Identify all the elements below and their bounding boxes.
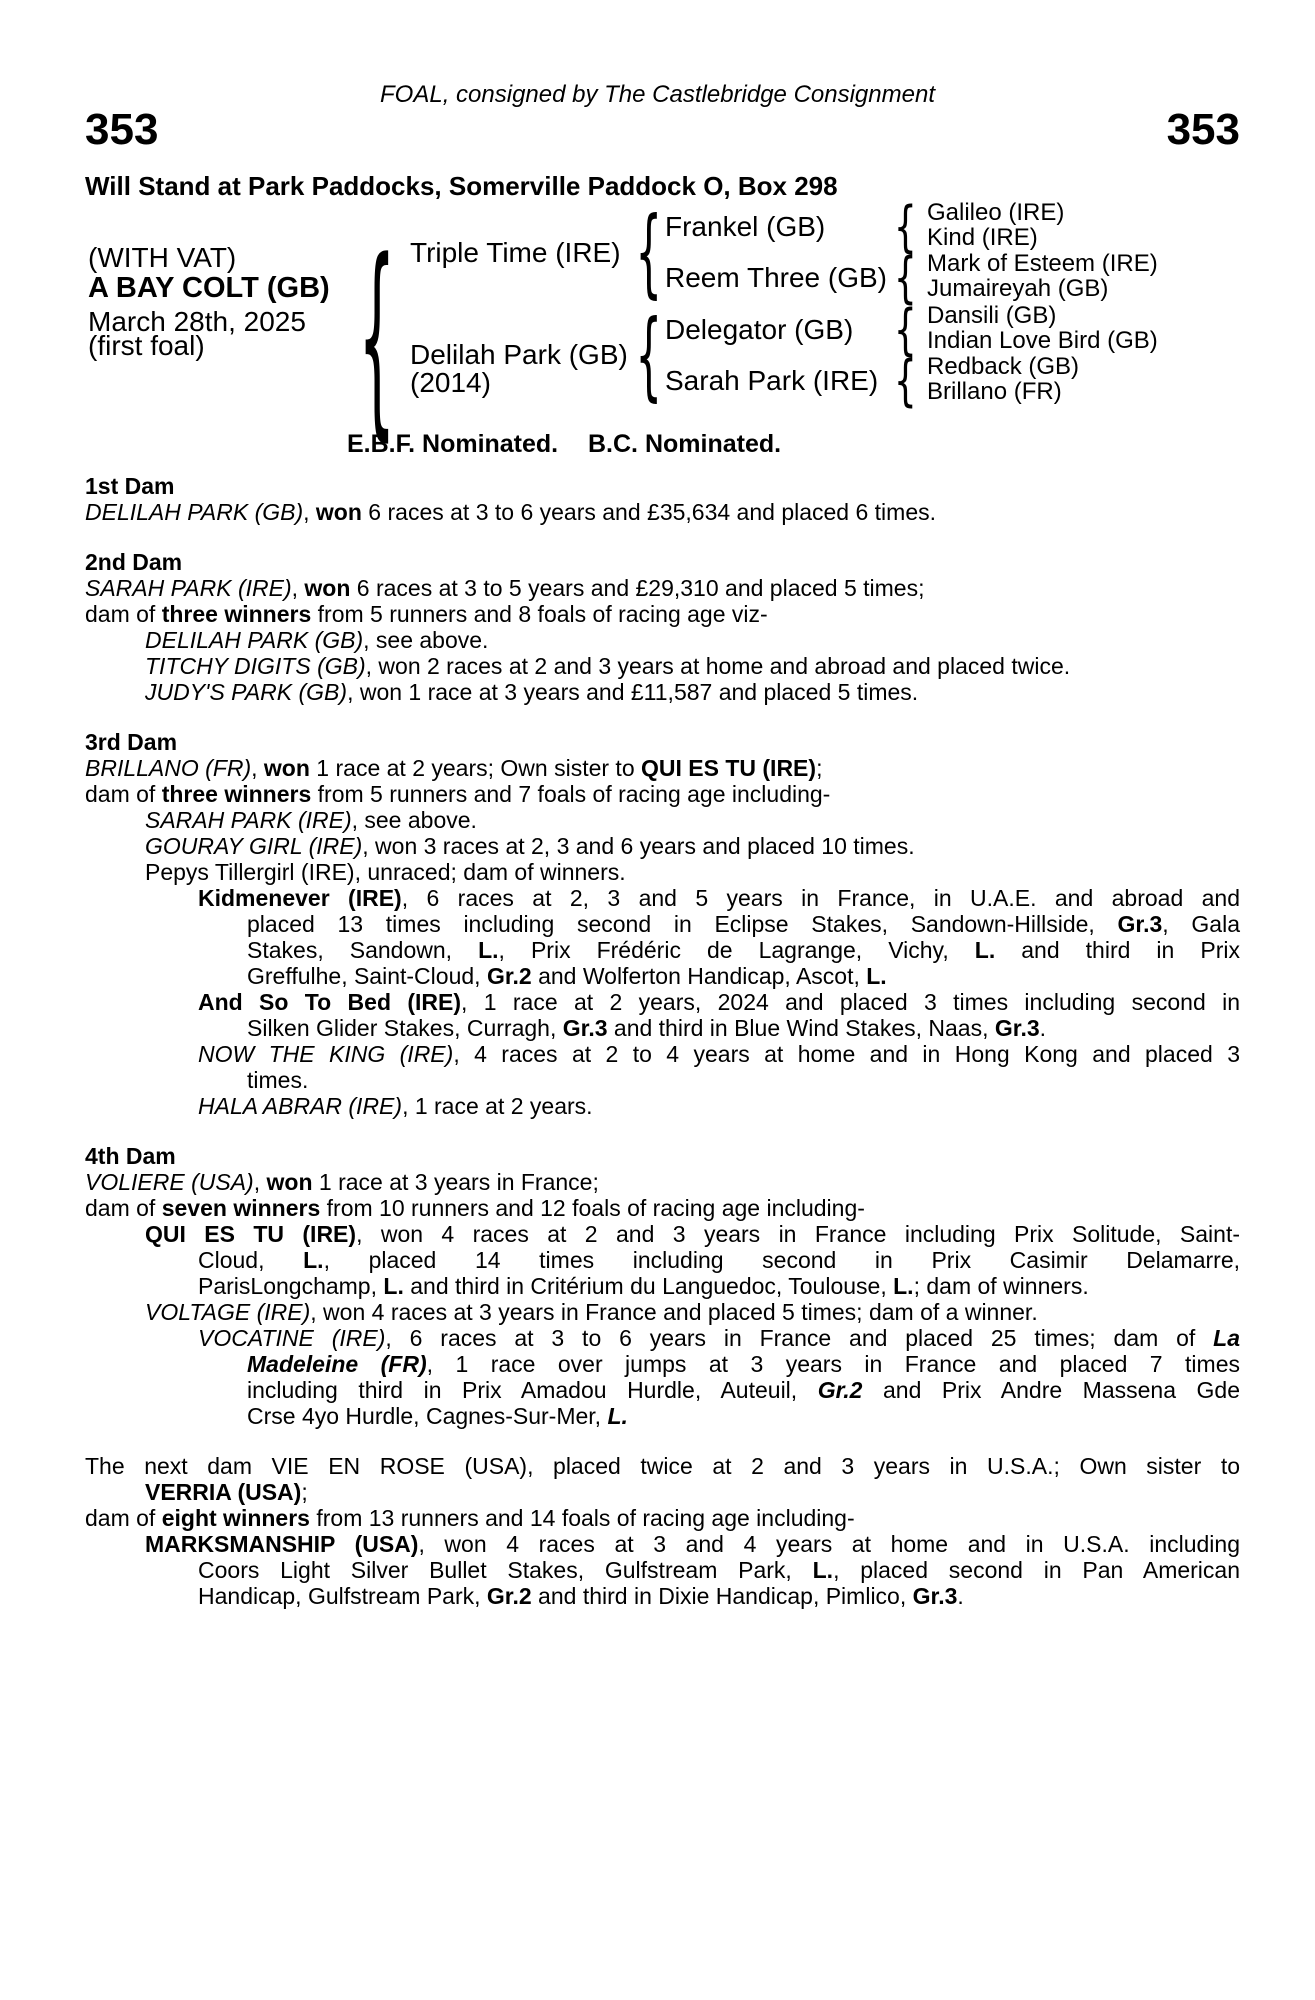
text-segment: ; — [301, 1479, 308, 1505]
grandparent-name-4: Jumaireyah (GB) — [927, 275, 1109, 302]
text-segment: 6 races at 3 to 5 years and £29,310 and placed 5 times; — [350, 575, 925, 601]
text-segment: 1 race at 2 years; Own sister to — [309, 755, 641, 781]
text-segment: won — [315, 499, 362, 525]
text-segment: Gr.2 — [817, 1377, 863, 1403]
consignment-header: FOAL, consigned by The Castlebridge Consignment — [380, 81, 935, 108]
text-segment: won — [266, 1169, 313, 1195]
text-segment: DELILAH PARK (GB) — [145, 627, 364, 653]
catalog-text-line — [85, 1299, 1240, 1325]
text-segment: , won 3 races at 2, 3 and 6 years and placed 10 times. — [362, 833, 915, 859]
catalog-text-line — [85, 1479, 1240, 1505]
text-segment: L. — [303, 1247, 324, 1273]
dam-sire-name: Delegator (GB) — [665, 314, 854, 345]
text-segment: from 10 runners and 12 foals of racing age including- — [320, 1195, 865, 1221]
catalog-text-line — [85, 1453, 1240, 1479]
catalog-text-line — [85, 1377, 1240, 1403]
catalog-text-line — [85, 1273, 1240, 1299]
pedigree-brace: { — [893, 194, 917, 260]
pedigree-brace: { — [635, 298, 663, 412]
text-segment: , won 1 race at 3 years and £11,587 and placed 5 times. — [347, 679, 919, 705]
text-segment: ParisLongchamp, — [198, 1273, 384, 1299]
grandparent-name-1: Galileo (IRE) — [927, 199, 1065, 226]
text-segment: , — [251, 755, 264, 781]
text-segment: GOURAY GIRL (IRE) — [145, 833, 363, 859]
section-heading: 4th Dam — [85, 1143, 176, 1169]
sire-sire-name: Frankel (GB) — [665, 211, 826, 242]
text-segment: dam of — [85, 781, 162, 807]
first-foal-note: (first foal) — [88, 330, 205, 361]
text-segment: NOW THE KING (IRE) — [198, 1041, 454, 1067]
foaling-date: March 28th, 2025 — [88, 306, 306, 337]
horse-name: A BAY COLT (GB) — [88, 272, 330, 304]
catalog-text-line — [85, 499, 1240, 525]
sire-dam-name: Reem Three (GB) — [665, 262, 887, 293]
text-segment: Coors Light Silver Bullet Stakes, Gulfstream Park, — [198, 1557, 813, 1583]
text-segment: , 4 races at 2 to 4 years at home and in Hong Kong and placed 3 — [453, 1041, 1240, 1067]
catalog-text-line — [85, 1247, 1240, 1273]
pedigree-brace: { — [893, 348, 917, 414]
text-segment: , 1 race at 2 years, 2024 and placed 3 times including second in — [461, 989, 1240, 1015]
text-segment: . — [957, 1583, 964, 1609]
text-segment: Crse 4yo Hurdle, Cagnes-Sur-Mer, — [247, 1403, 608, 1429]
catalog-text-line — [85, 1505, 1240, 1531]
text-segment: from 13 runners and 14 foals of racing age including- — [309, 1505, 855, 1531]
catalog-text-line — [85, 937, 1240, 963]
dam-year: (2014) — [410, 367, 491, 398]
catalog-text-line — [85, 679, 1240, 705]
text-segment: , — [303, 499, 316, 525]
text-segment: 6 races at 3 to 6 years and £35,634 and placed 6 times. — [361, 499, 937, 525]
text-segment: L. — [974, 937, 996, 963]
catalog-text-line — [85, 885, 1240, 911]
dam-section — [85, 729, 1240, 1119]
text-segment: The next dam VIE EN ROSE (USA), placed twice at 2 and 3 years in U.S.A.; Own sister to — [85, 1453, 1240, 1479]
text-segment: , 1 race at 2 years. — [402, 1093, 593, 1119]
dam-section — [85, 1143, 1240, 1429]
catalog-text-line — [85, 833, 1240, 859]
text-segment: dam of — [85, 1505, 162, 1531]
text-segment: and Prix Andre Massena Gde — [862, 1377, 1241, 1403]
text-segment: BRILLANO (FR) — [85, 755, 252, 781]
text-segment: Cloud, — [198, 1247, 304, 1273]
text-segment: La — [1213, 1325, 1240, 1351]
text-segment: Silken Glider Stakes, Curragh, — [247, 1015, 563, 1041]
dam-section — [85, 473, 1240, 525]
text-segment: , — [253, 1169, 267, 1195]
text-segment: , won 4 races at 3 years in France and placed 5 times; dam of a winner. — [310, 1299, 1038, 1325]
dam-section — [85, 549, 1240, 705]
catalog-text-line — [85, 1093, 1240, 1119]
text-segment: times. — [247, 1067, 309, 1093]
vat-note: (WITH VAT) — [88, 242, 237, 273]
catalog-text-line — [85, 755, 1240, 781]
catalog-text-line — [85, 1067, 1240, 1093]
text-segment: Gr.3 — [1117, 911, 1163, 937]
stand-location-heading: Will Stand at Park Paddocks, Somerville Paddock O, Box 298 — [85, 171, 838, 201]
text-segment: dam of — [85, 1195, 162, 1221]
grandparent-name-6: Indian Love Bird (GB) — [927, 327, 1158, 354]
catalog-text-line — [85, 807, 1240, 833]
text-segment: VOLTAGE (IRE) — [145, 1299, 311, 1325]
text-segment: Pepys Tillergirl (IRE), unraced; dam of winners. — [145, 859, 626, 885]
text-segment: 1 race at 3 years in France; — [312, 1169, 599, 1195]
catalog-text-line — [85, 575, 1240, 601]
catalog-text-line — [85, 1325, 1240, 1351]
catalog-text-line — [85, 963, 1240, 989]
text-segment: , won 2 races at 2 and 3 years at home and abroad and placed twice. — [365, 653, 1071, 679]
text-segment: JUDY'S PARK (GB) — [145, 679, 348, 705]
text-segment: , 1 race over jumps at 3 years in France and placed 7 times — [426, 1351, 1240, 1377]
text-segment: Gr.2 — [486, 1583, 532, 1609]
text-segment: won — [304, 575, 351, 601]
text-segment: dam of — [85, 601, 162, 627]
catalog-text-line — [85, 1403, 1240, 1429]
text-segment: and third in Critérium du Languedoc, Toulouse, — [403, 1273, 894, 1299]
text-segment: Greffulhe, Saint-Cloud, — [247, 963, 487, 989]
grandparent-name-3: Mark of Esteem (IRE) — [927, 250, 1158, 277]
text-segment: TITCHY DIGITS (GB) — [145, 653, 366, 679]
text-segment: from 5 runners and 8 foals of racing age viz- — [311, 601, 768, 627]
text-segment: three winners — [161, 601, 312, 627]
text-segment: , Gala — [1162, 911, 1240, 937]
text-segment: VERRIA (USA) — [145, 1479, 302, 1505]
text-segment: MARKSMANSHIP (USA) — [145, 1531, 419, 1557]
text-segment: Gr.3 — [994, 1015, 1040, 1041]
text-segment: and third in Blue Wind Stakes, Naas, — [607, 1015, 995, 1041]
text-segment: three winners — [161, 781, 312, 807]
text-segment: SARAH PARK (IRE) — [145, 807, 352, 833]
text-segment: won — [263, 755, 310, 781]
text-segment: , 6 races at 3 to 6 years in France and placed 25 times; dam of — [385, 1325, 1214, 1351]
text-segment: including third in Prix Amadou Hurdle, Auteuil, — [247, 1377, 818, 1403]
text-segment: Handicap, Gulfstream Park, — [198, 1583, 487, 1609]
text-segment: placed 13 times including second in Eclipse Stakes, Sandown-Hillside, — [247, 911, 1118, 937]
lot-number-right: 353 — [1166, 105, 1240, 154]
text-segment: seven winners — [161, 1195, 321, 1221]
catalog-text-line — [85, 1351, 1240, 1377]
catalog-text-line — [85, 1041, 1240, 1067]
pedigree-table — [85, 194, 1240, 460]
text-segment: from 5 runners and 7 foals of racing age including- — [311, 781, 831, 807]
catalog-text-line — [85, 1195, 1240, 1221]
text-segment: Gr.3 — [562, 1015, 608, 1041]
text-segment: , 6 races at 2, 3 and 5 years in France, in U.A.E. and abroad and — [401, 885, 1240, 911]
pedigree-brace: { — [358, 215, 396, 459]
text-segment: L. — [893, 1273, 914, 1299]
bc-nomination: B.C. Nominated. — [588, 430, 782, 458]
text-segment: Kidmenever (IRE) — [198, 885, 402, 911]
catalog-text-line — [85, 1169, 1240, 1195]
catalog-text-line — [85, 627, 1240, 653]
text-segment: Madeleine (FR) — [247, 1351, 427, 1377]
text-segment: L. — [866, 963, 887, 989]
lot-number-row — [85, 105, 1240, 154]
nominations-row — [85, 430, 1240, 458]
text-segment: QUI ES TU (IRE) — [145, 1221, 357, 1247]
catalog-text-line — [85, 653, 1240, 679]
text-segment: L. — [607, 1403, 628, 1429]
text-segment: , see above. — [351, 807, 477, 833]
grandparent-name-7: Redback (GB) — [927, 353, 1080, 380]
text-segment: Stakes, Sandown, — [247, 937, 479, 963]
text-segment: L. — [383, 1273, 404, 1299]
catalog-text-line — [85, 1557, 1240, 1583]
text-segment: and Wolferton Handicap, Ascot, — [531, 963, 867, 989]
section-heading: 3rd Dam — [85, 729, 178, 755]
text-segment: SARAH PARK (IRE) — [85, 575, 292, 601]
text-segment: ; dam of winners. — [913, 1273, 1089, 1299]
dam-dam-name: Sarah Park (IRE) — [665, 365, 879, 396]
text-segment: , placed second in Pan American — [833, 1557, 1240, 1583]
text-segment: DELILAH PARK (GB) — [85, 499, 304, 525]
catalog-text-line — [85, 1015, 1240, 1041]
text-segment: eight winners — [161, 1505, 310, 1531]
text-segment: L. — [478, 937, 499, 963]
text-segment: HALA ABRAR (IRE) — [198, 1093, 403, 1119]
lot-number-left: 353 — [85, 105, 159, 154]
catalog-text-line — [85, 911, 1240, 937]
catalog-text-line — [85, 1221, 1240, 1247]
text-segment: , won 4 races at 3 and 4 years at home and in U.S.A. including — [418, 1531, 1240, 1557]
catalog-sections — [85, 473, 1240, 1609]
text-segment: Gr.2 — [486, 963, 532, 989]
text-segment: and third in Prix — [995, 937, 1240, 963]
grandparent-name-5: Dansili (GB) — [927, 302, 1057, 329]
text-segment: VOLIERE (USA) — [85, 1169, 254, 1195]
catalog-text-line — [85, 859, 1240, 885]
text-segment: , — [291, 575, 305, 601]
text-segment: L. — [812, 1557, 834, 1583]
text-segment: , won 4 races at 2 and 3 years in France including Prix Solitude, Saint- — [356, 1221, 1240, 1247]
pedigree-brace: { — [893, 297, 917, 363]
catalog-text-line — [85, 1531, 1240, 1557]
pedigree-brace: { — [635, 195, 663, 309]
dam-section — [85, 1453, 1240, 1609]
catalog-text-line — [85, 989, 1240, 1015]
text-segment: VOCATINE (IRE) — [198, 1325, 386, 1351]
catalog-text-line — [85, 1583, 1240, 1609]
text-segment: ; — [816, 755, 823, 781]
text-segment: , Prix Frédéric de Lagrange, Vichy, — [498, 937, 975, 963]
dam-name: Delilah Park (GB) — [410, 339, 628, 370]
grandparent-name-8: Brillano (FR) — [927, 378, 1062, 405]
catalog-text-line — [85, 781, 1240, 807]
text-segment: , placed 14 times including second in Prix Casimir Delamarre, — [323, 1247, 1240, 1273]
sire-name: Triple Time (IRE) — [410, 237, 621, 268]
section-heading: 2nd Dam — [85, 549, 183, 575]
text-segment: , see above. — [363, 627, 489, 653]
text-segment: Gr.3 — [912, 1583, 958, 1609]
catalog-text-line — [85, 601, 1240, 627]
text-segment: . — [1039, 1015, 1047, 1041]
text-segment: QUI ES TU (IRE) — [641, 755, 817, 781]
pedigree-brace: { — [893, 245, 917, 311]
grandparent-name-2: Kind (IRE) — [927, 224, 1038, 251]
section-heading: 1st Dam — [85, 473, 175, 499]
text-segment: and third in Dixie Handicap, Pimlico, — [531, 1583, 913, 1609]
ebf-nomination: E.B.F. Nominated. — [347, 430, 559, 458]
text-segment: And So To Bed (IRE) — [198, 989, 461, 1015]
